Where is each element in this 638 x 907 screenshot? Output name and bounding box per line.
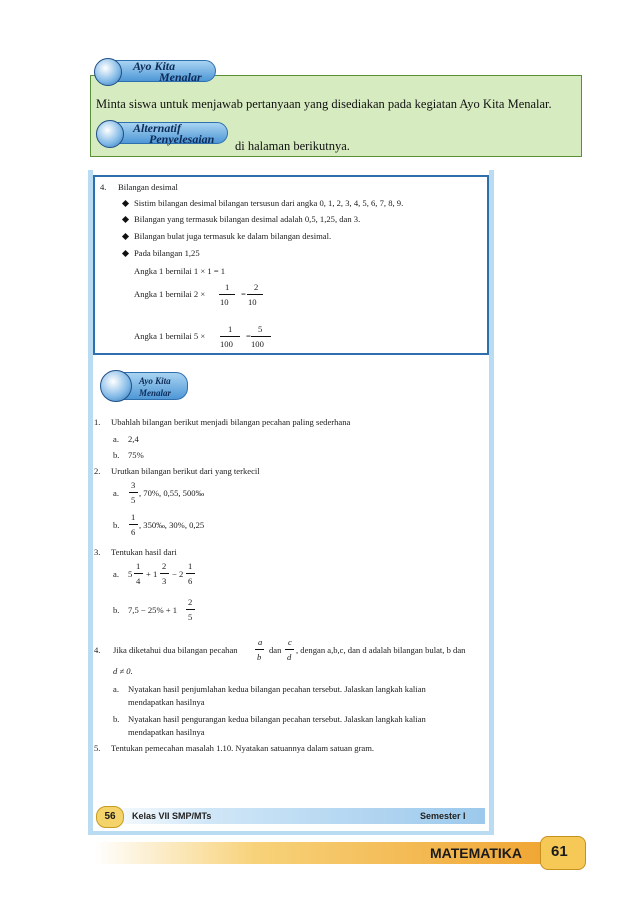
- fraction-numerator: 1: [225, 282, 230, 292]
- scale-icon: [96, 120, 124, 148]
- question-text: d ≠ 0.: [113, 666, 133, 676]
- sub-text: mendapatkan hasilnya: [128, 727, 205, 737]
- question-text: Tentukan hasil dari: [111, 547, 177, 557]
- fraction-bar: [247, 294, 263, 295]
- question-number: 2.: [94, 466, 101, 476]
- solution-line: Angka 1 bernilai 1 × 1 = 1: [134, 266, 226, 276]
- fraction-numerator: 5: [258, 324, 263, 334]
- student-icon: [100, 370, 132, 402]
- sub-text: 7,5 − 25% + 1: [128, 605, 178, 615]
- question-text: Urutkan bilangan berikut dari yang terkecil: [111, 466, 260, 476]
- fraction-numerator: 3: [131, 480, 136, 490]
- sub-label: b.: [113, 605, 120, 615]
- fraction-denominator: 100: [251, 339, 264, 349]
- badge-line2: Penyelesaian: [149, 132, 215, 146]
- question-text: , dengan a,b,c, dan d adalah bilangan bulat, b dan: [296, 645, 466, 655]
- question-text: Jika diketahui dua bilangan pecahan: [113, 645, 238, 655]
- fraction-numerator: c: [288, 637, 292, 647]
- fraction-denominator: 5: [131, 495, 136, 505]
- fraction-bar: [134, 573, 143, 574]
- badge-line2: Menalar: [139, 388, 172, 398]
- fraction-denominator: 6: [131, 527, 136, 537]
- question-number: 3.: [94, 547, 101, 557]
- question-text: dan: [269, 645, 282, 655]
- sub-label: a.: [113, 684, 119, 694]
- sub-text: 2,4: [128, 434, 139, 444]
- fraction-numerator: a: [258, 637, 263, 647]
- badge-line2: Menalar: [159, 70, 202, 84]
- solution-bullet: Bilangan yang termasuk bilangan desimal adalah 0,5, 1,25, dan 3.: [134, 214, 361, 224]
- fraction-bar: [129, 492, 138, 493]
- note-text-continued: di halaman berikutnya.: [235, 139, 350, 153]
- solution-line: Angka 1 bernilai 5 ×: [134, 331, 206, 341]
- fraction-denominator: 100: [220, 339, 233, 349]
- operator: + 1: [146, 569, 158, 579]
- fraction-numerator: 1: [228, 324, 233, 334]
- page-number: 61: [551, 843, 568, 860]
- fraction-denominator: 5: [188, 612, 193, 622]
- fraction-denominator: 10: [220, 297, 229, 307]
- badge-line1: Alternatif: [133, 121, 182, 135]
- sub-label: b.: [113, 714, 120, 724]
- sub-text: 75%: [128, 450, 144, 460]
- solution-bullet: Pada bilangan 1,25: [134, 248, 200, 258]
- subject-label: MATEMATIKA: [430, 845, 523, 861]
- operator: − 2: [172, 569, 184, 579]
- question-number: 5.: [94, 743, 101, 753]
- fraction-numerator: 2: [254, 282, 259, 292]
- fraction-bar: [220, 336, 240, 337]
- fraction-denominator: 10: [248, 297, 257, 307]
- equals-sign: =: [241, 289, 246, 299]
- fraction-denominator: 4: [136, 576, 141, 586]
- fraction-denominator: 6: [188, 576, 193, 586]
- fraction-bar: [285, 649, 294, 650]
- solution-bullet: Sistim bilangan desimal bilangan tersusun dari angka 0, 1, 2, 3, 4, 5, 6, 7, 8, 9.: [134, 198, 404, 208]
- note-text: Minta siswa untuk menjawab pertanyaan yang disediakan pada kegiatan Ayo Kita Menalar.: [96, 97, 552, 111]
- sub-text: , 70%, 0,55, 500‰: [139, 488, 205, 498]
- question-text: Tentukan pemecahan masalah 1.10. Nyatakan satuannya dalam satuan gram.: [111, 743, 375, 753]
- solution-bullet: Bilangan bulat juga termasuk ke dalam bilangan desimal.: [134, 231, 332, 241]
- badge-line1: Ayo Kita: [133, 59, 176, 73]
- fraction-numerator: 2: [162, 561, 167, 571]
- fraction-bar: [186, 573, 195, 574]
- question-text: Ubahlah bilangan berikut menjadi bilangan pecahan paling sederhana: [111, 417, 351, 427]
- fraction-bar: [129, 524, 138, 525]
- whole-number: 5: [128, 569, 133, 579]
- question-number: 1.: [94, 417, 101, 427]
- fraction-denominator: d: [287, 652, 292, 662]
- fraction-denominator: 3: [162, 576, 167, 586]
- sub-text: , 350‰, 30%, 0,25: [139, 520, 205, 530]
- sub-label: b.: [113, 520, 120, 530]
- fraction-bar: [160, 573, 169, 574]
- fraction-bar: [255, 649, 264, 650]
- sub-label: a.: [113, 434, 119, 444]
- fraction-denominator: b: [257, 652, 262, 662]
- inner-footer-right: Semester I: [420, 811, 466, 821]
- sub-text: Nyatakan hasil pengurangan kedua bilangan pecahan tersebut. Jalaskan langkah kalian: [128, 714, 426, 724]
- solution-number: 4.: [100, 182, 107, 192]
- inner-footer-left: Kelas VII SMP/MTs: [132, 811, 212, 821]
- sub-text: mendapatkan hasilnya: [128, 697, 205, 707]
- badge-line1: Ayo Kita: [139, 376, 171, 386]
- question-number: 4.: [94, 645, 101, 655]
- sub-label: a.: [113, 488, 119, 498]
- equals-sign: =: [246, 331, 251, 341]
- fraction-bar: [251, 336, 271, 337]
- fraction-bar: [186, 609, 195, 610]
- solution-line: Angka 1 bernilai 2 ×: [134, 289, 206, 299]
- fraction-numerator: 2: [188, 597, 193, 607]
- sub-text: Nyatakan hasil penjumlahan kedua bilangan pecahan tersebut. Jalaskan langkah kalian: [128, 684, 426, 694]
- fraction-bar: [219, 294, 235, 295]
- student-icon: [94, 58, 122, 86]
- sub-label: b.: [113, 450, 120, 460]
- inner-page-number: 56: [96, 806, 124, 828]
- fraction-numerator: 1: [188, 561, 193, 571]
- fraction-numerator: 1: [131, 512, 136, 522]
- solution-title: Bilangan desimal: [118, 182, 178, 192]
- fraction-numerator: 1: [136, 561, 141, 571]
- sub-label: a.: [113, 569, 119, 579]
